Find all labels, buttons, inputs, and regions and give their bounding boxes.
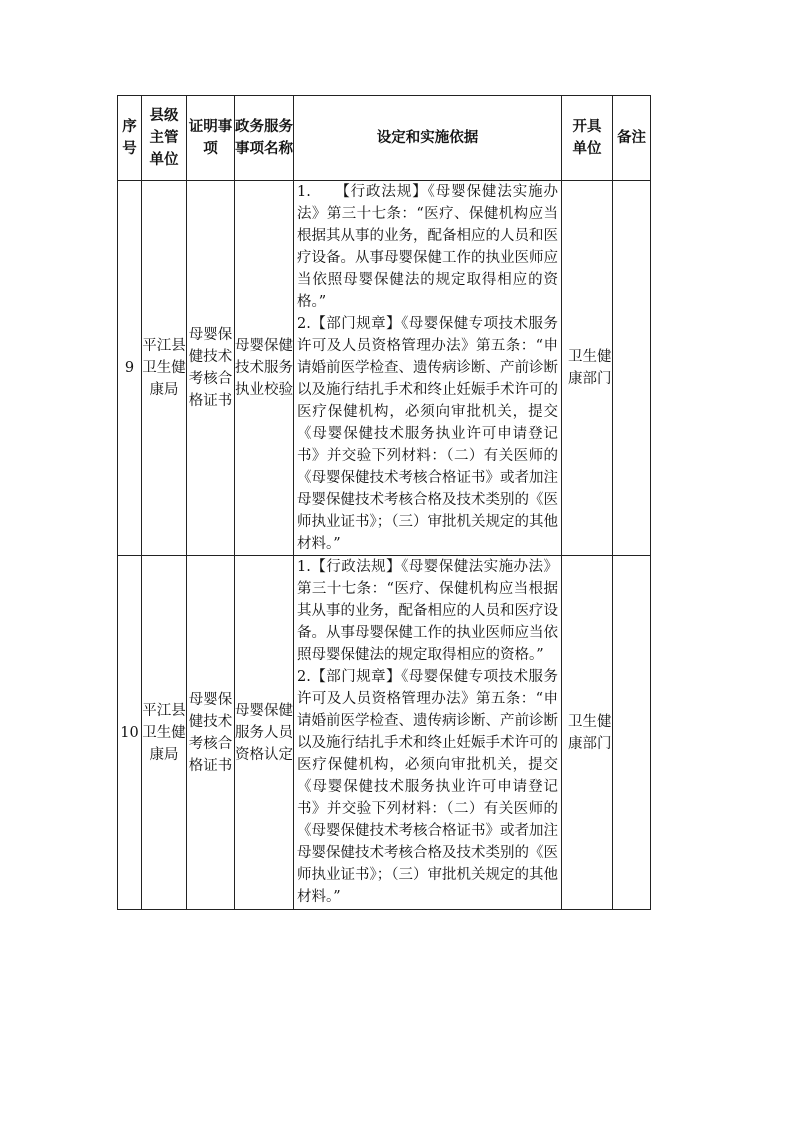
cell-issuer bbox=[562, 556, 613, 910]
header-service bbox=[235, 96, 294, 181]
header-issuer bbox=[562, 96, 613, 181]
cell-service-text: 母婴保健服务人员资格认定 bbox=[235, 702, 293, 763]
cell-item bbox=[187, 556, 235, 910]
cell-basis bbox=[294, 556, 562, 910]
header-item-text: 证明事项 bbox=[188, 119, 233, 157]
cell-dept bbox=[142, 181, 187, 556]
header-service-text: 政务服务事项名称 bbox=[235, 119, 293, 157]
cell-item bbox=[187, 181, 235, 556]
basis-clause-2: 2.【部门规章】《母婴保健专项技术服务许可及人员资格管理办法》第五条：“申请婚前医学检查、遗传病诊断、产前诊断以及施行结扎手术和终止妊娠手术许可的医疗保健机构，必须向审批机关，提交《母婴保健技术服务执业许可申请登记书》并交验下列材料：（二）有关医师的《母婴保健技术考核合格证书》或者加注母婴保健技术考核合格及技术类别的《医师执业证书》；（三）审批机关规定的其他材料。” bbox=[297, 669, 558, 905]
header-remark: 备注 bbox=[613, 96, 651, 181]
header-basis: 设定和实施依据 bbox=[294, 96, 562, 181]
cell-item-text: 母婴保健技术考核合格证书 bbox=[188, 327, 233, 409]
cell-dept-text: 平江县卫生健康局 bbox=[142, 338, 186, 398]
cell-remark bbox=[613, 556, 651, 910]
cell-issuer bbox=[562, 181, 613, 556]
header-item bbox=[187, 96, 235, 181]
header-dept bbox=[142, 96, 187, 181]
cell-basis bbox=[294, 181, 562, 556]
cell-dept-text: 平江县卫生健康局 bbox=[142, 702, 186, 763]
cell-service bbox=[235, 556, 294, 910]
basis-clause-2: 2.【部门规章】《母婴保健专项技术服务许可及人员资格管理办法》第五条：“申请婚前医学检查、遗传病诊断、产前诊断以及施行结扎手术和终止妊娠手术许可的医疗保健机构，必须向审批机关，提交《母婴保健技术服务执业许可申请登记书》并交验下列材料：（二）有关医师的《母婴保健技术考核合格证书》或者加注母婴保健技术考核合格及技术类别的《医师执业证书》；（三）审批机关规定的其他材料。” bbox=[297, 316, 558, 552]
cell-issuer-text: 卫生健康部门 bbox=[568, 349, 612, 387]
cell-remark bbox=[613, 181, 651, 556]
table-row bbox=[118, 556, 651, 910]
table-row bbox=[118, 181, 651, 556]
cell-dept bbox=[142, 556, 187, 910]
basis-clause-1: 1.【行政法规】《母婴保健法实施办法》第三十七条：“医疗、保健机构应当根据其从事的业务，配备相应的人员和医疗设备。从事母婴保健工作的执业医师应当依照母婴保健法的规定取得相应的资格。” bbox=[297, 559, 558, 663]
header-row bbox=[118, 96, 651, 181]
cell-service bbox=[235, 181, 294, 556]
cell-seq: 10 bbox=[118, 556, 142, 910]
header-seq-text: 序号 bbox=[122, 119, 137, 157]
basis-clause-1: 1. 【行政法规】《母婴保健法实施办法》第三十七条：“医疗、保健机构应当根据其从事的业务，配备相应的人员和医疗设备。从事母婴保健工作的执业医师应当依照母婴保健法的规定取得相应的资格。” bbox=[297, 184, 558, 310]
cell-seq: 9 bbox=[118, 181, 142, 556]
cell-item-text: 母婴保健技术考核合格证书 bbox=[188, 691, 233, 774]
header-issuer-text: 开具单位 bbox=[572, 119, 602, 157]
header-seq bbox=[118, 96, 142, 181]
header-dept-text: 县级主管单位 bbox=[149, 108, 179, 168]
certification-table bbox=[117, 95, 651, 910]
cell-issuer-text: 卫生健康部门 bbox=[568, 713, 612, 752]
cell-service-text: 母婴保健技术服务执业校验 bbox=[235, 338, 293, 398]
